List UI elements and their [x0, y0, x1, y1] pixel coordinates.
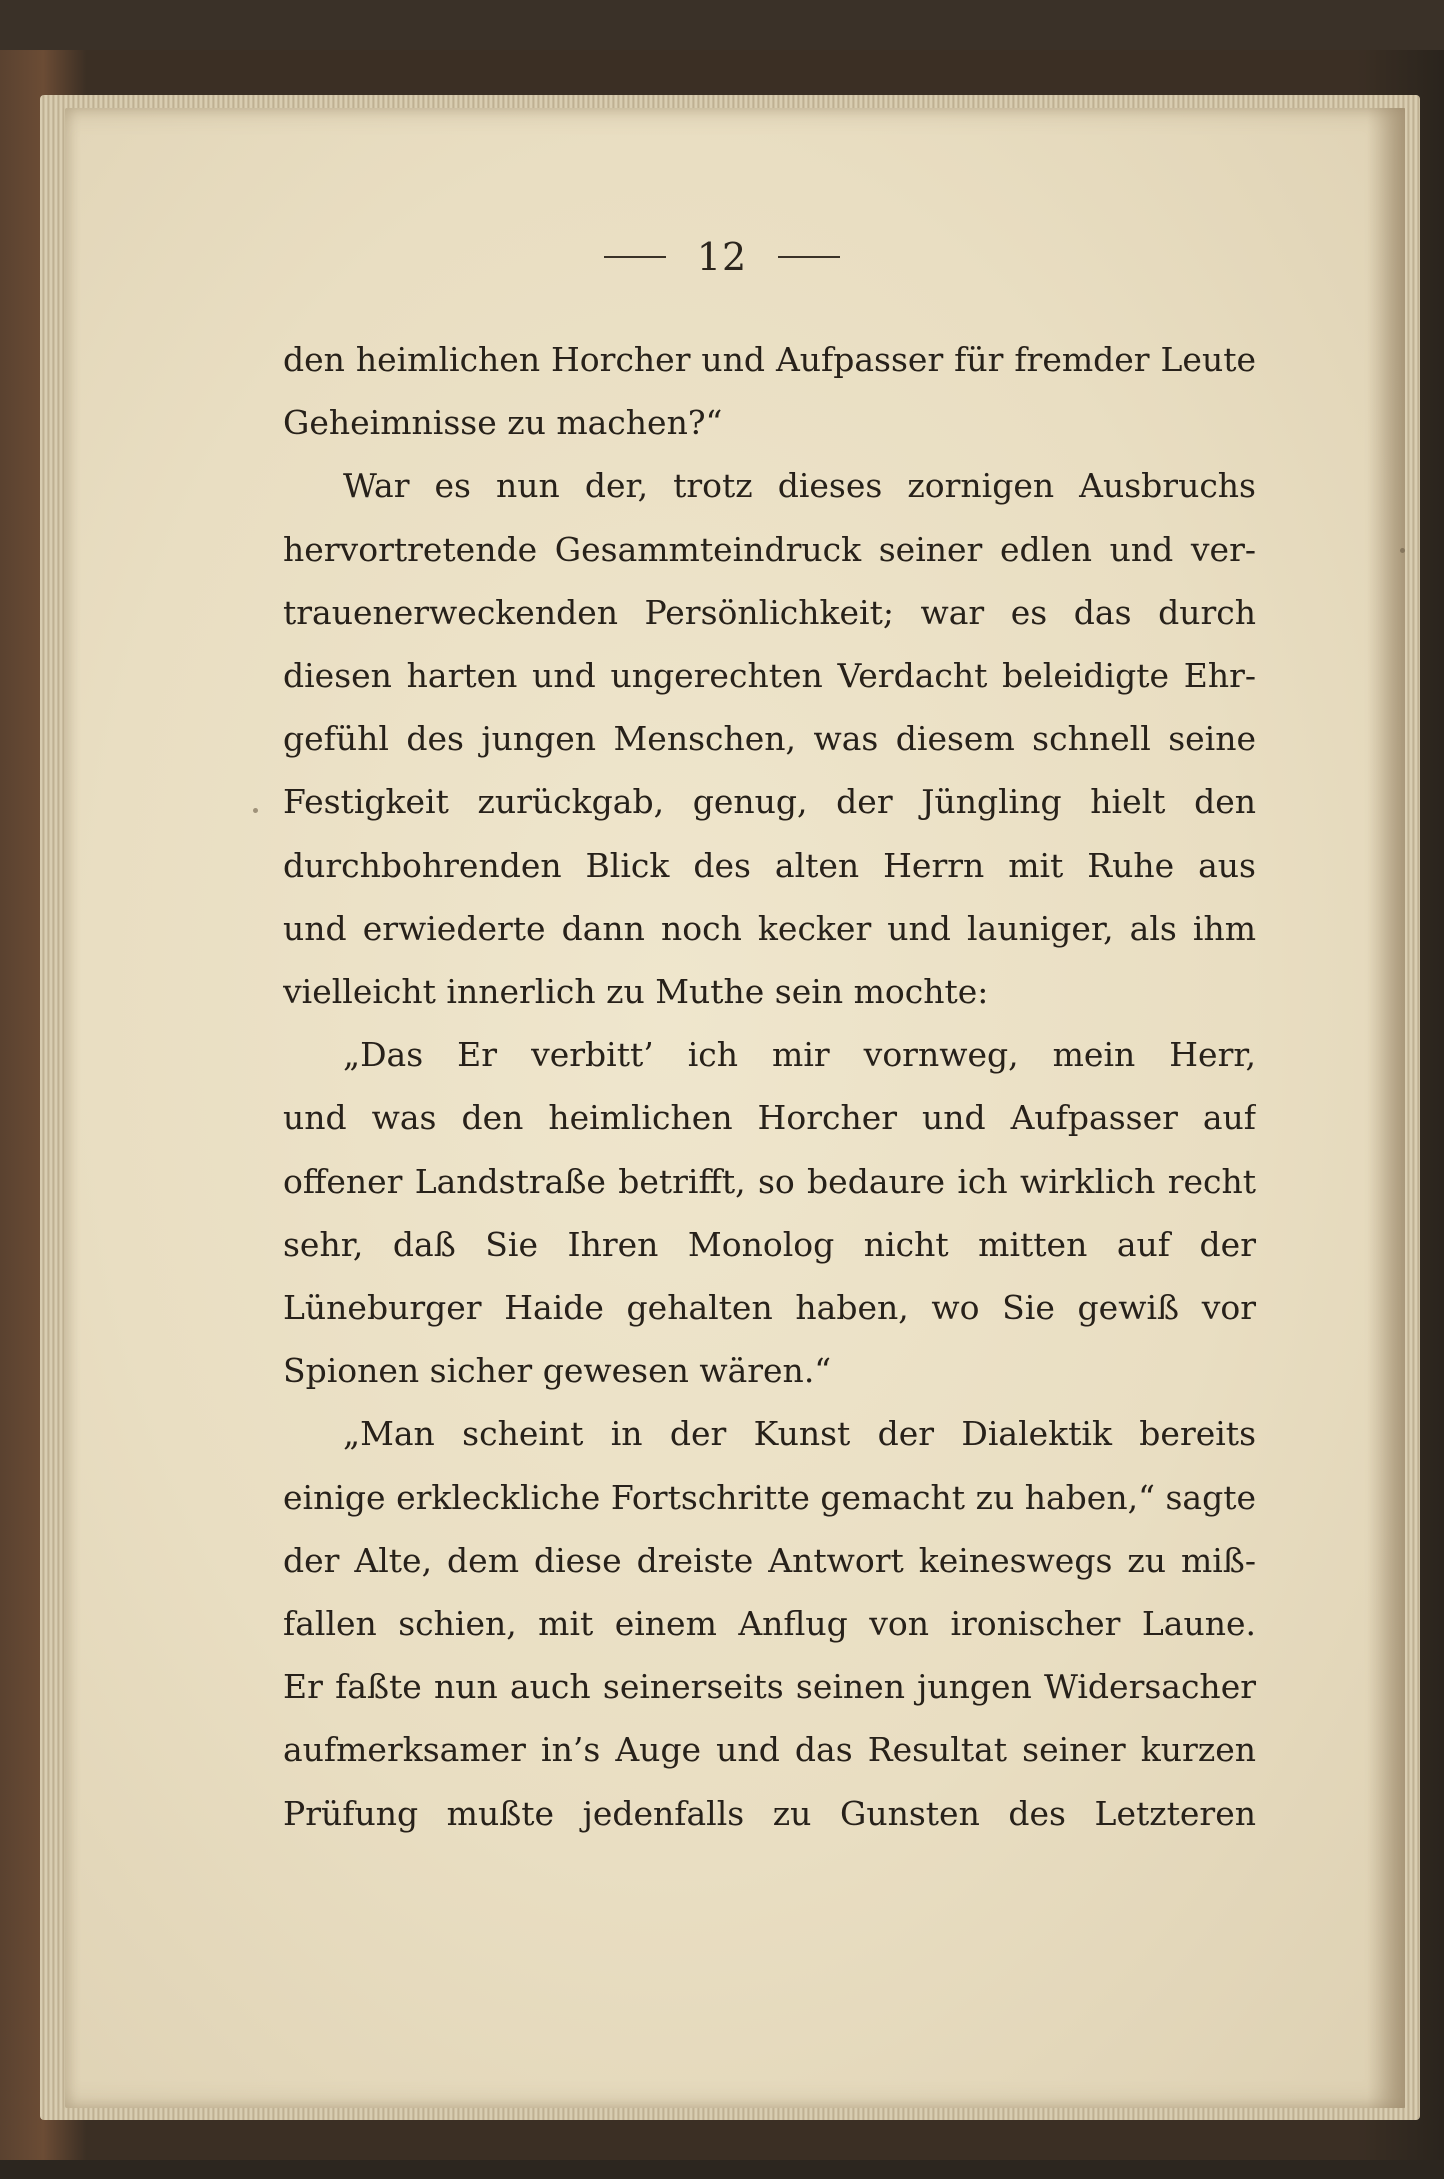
- text-line: aufmerksamer in’s Auge und das Resultat seiner kurzen: [283, 1730, 1256, 1770]
- page-header: [0, 235, 1444, 279]
- text-line: Festigkeit zurückgab, genug, der Jüngling hielt den: [283, 782, 1256, 822]
- text-line: hervortretende Gesammteindruck seiner edlen und ver-: [283, 529, 1256, 569]
- header-dash-right: [778, 256, 840, 258]
- text-line: sehr, daß Sie Ihren Monolog nicht mitten auf der: [283, 1224, 1256, 1264]
- text-line: einige erkleckliche Fortschritte gemacht zu haben,“ sagte: [283, 1477, 1256, 1517]
- text-line: trauenerweckenden Persönlichkeit; war es das durch: [283, 592, 1256, 632]
- text-line: Er faßte nun auch seinerseits seinen jungen Widersacher: [283, 1667, 1256, 1707]
- text-line: gefühl des jungen Menschen, was diesem schnell seine: [283, 719, 1256, 759]
- text-line: „Man scheint in der Kunst der Dialektik bereits: [343, 1414, 1256, 1454]
- text-line: Prüfung mußte jedenfalls zu Gunsten des Letzteren: [283, 1793, 1256, 1833]
- text-line: und erwiederte dann noch kecker und launiger, als ihm: [283, 908, 1256, 948]
- text-line: „Das Er verbitt’ ich mir vornweg, mein Herr,: [343, 1035, 1256, 1075]
- text-line: vielleicht innerlich zu Muthe sein mochte:: [283, 972, 989, 1012]
- text-line: der Alte, dem diese dreiste Antwort keineswegs zu miß-: [283, 1540, 1256, 1580]
- paper-speck: [1400, 548, 1405, 553]
- text-line: Lüneburger Haide gehalten haben, wo Sie gewiß vor: [283, 1288, 1256, 1328]
- text-line: War es nun der, trotz dieses zornigen Ausbruchs: [343, 466, 1256, 506]
- paper-speck: [253, 808, 258, 813]
- text-line: durchbohrenden Blick des alten Herrn mit Ruhe aus: [283, 845, 1256, 885]
- text-line: diesen harten und ungerechten Verdacht beleidigte Ehr-: [283, 656, 1256, 696]
- text-line: den heimlichen Horcher und Aufpasser für fremder Leute: [283, 340, 1256, 379]
- text-line: Geheimnisse zu machen?“: [283, 403, 723, 443]
- text-line: Spionen sicher gewesen wären.“: [283, 1351, 832, 1391]
- header-dash-left: [604, 256, 666, 258]
- text-line: offener Landstraße betrifft, so bedaure ich wirklich recht: [283, 1161, 1256, 1201]
- text-line: und was den heimlichen Horcher und Aufpasser auf: [283, 1098, 1256, 1138]
- page-gutter-shadow: [1367, 108, 1405, 2108]
- text-line: fallen schien, mit einem Anflug von ironischer Laune.: [283, 1604, 1256, 1644]
- page-number: 12: [696, 235, 748, 279]
- body-text: [283, 328, 1256, 1845]
